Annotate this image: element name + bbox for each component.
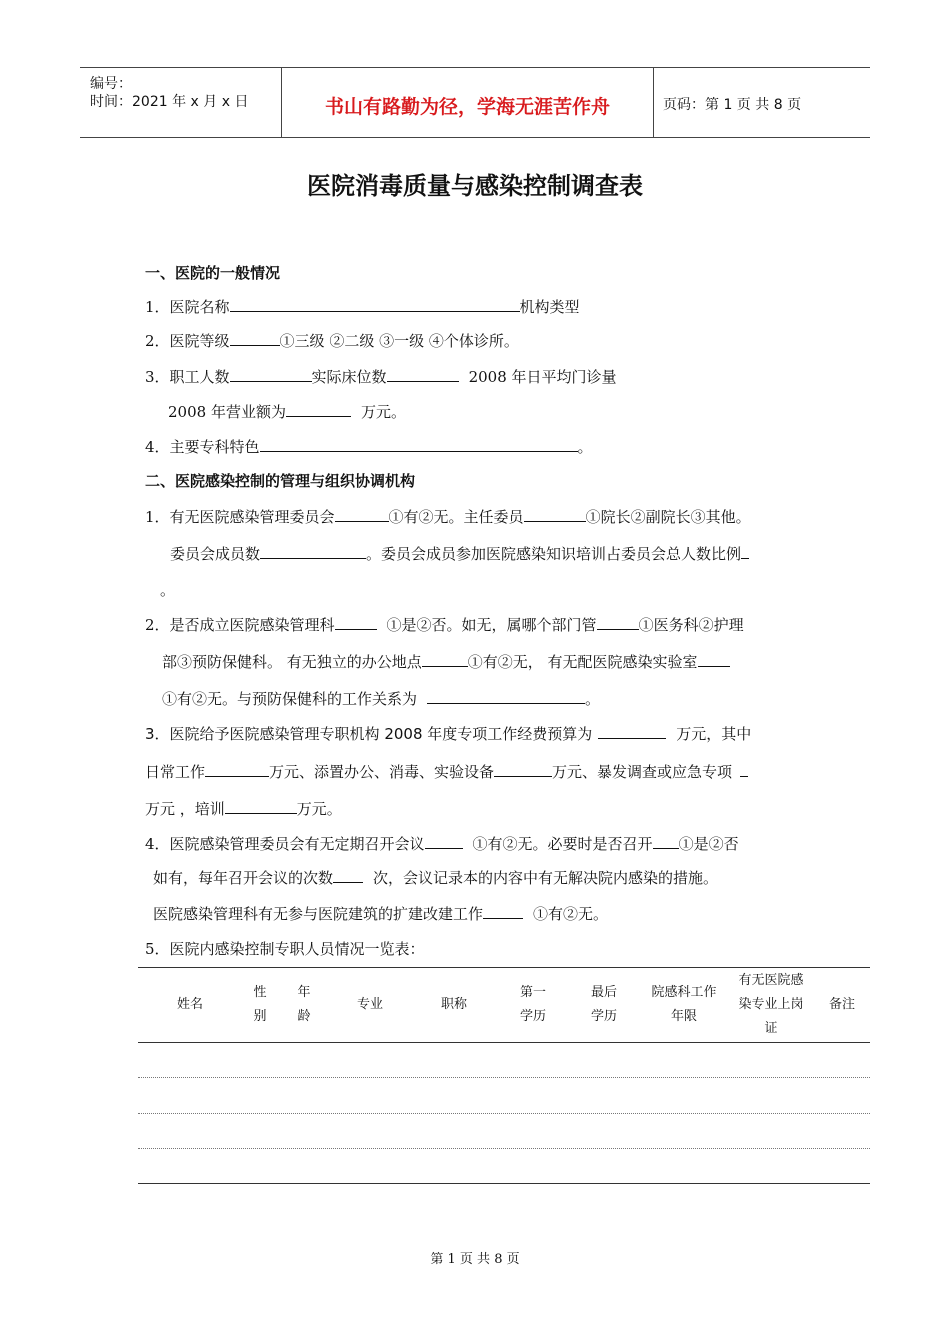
q2-options: ①三级 ②二级 ③一级 ④个体诊所。 bbox=[279, 332, 519, 350]
q1-line bbox=[145, 296, 580, 317]
parent-dept-blank[interactable] bbox=[597, 615, 639, 630]
header-middle-cell bbox=[281, 68, 654, 137]
p3-line2 bbox=[145, 761, 748, 782]
q3-outpatient-label: 2008 年日平均门诊量 bbox=[468, 368, 617, 386]
q3-revenue-line bbox=[168, 401, 406, 422]
q4-line bbox=[145, 436, 593, 457]
p3-end: 万元。 bbox=[296, 800, 342, 818]
table-header-rule bbox=[138, 1042, 870, 1043]
p2-lab-label: ①有②无， 有无配医院感染实验室 bbox=[467, 653, 698, 671]
p4-adhoc-label: ①有②无。必要时是否召开 bbox=[472, 835, 653, 853]
bed-count-blank[interactable] bbox=[387, 367, 459, 382]
adhoc-blank[interactable] bbox=[653, 834, 679, 849]
header-left-cell bbox=[80, 68, 280, 137]
section2-heading: 二、医院感染控制的管理与组织协调机构 bbox=[145, 472, 416, 490]
p1-line2 bbox=[170, 543, 749, 564]
p3-budget-unit: 万元，其中 bbox=[676, 725, 752, 743]
col-header-gender: 性别 bbox=[253, 984, 267, 1024]
p3-budget-label: 3．医院给予医院感染管理专职机构 2008 年度专项工作经费预算为 bbox=[145, 725, 593, 743]
p4-adhoc-options: ①是②否 bbox=[678, 835, 739, 853]
construction-blank[interactable] bbox=[483, 904, 523, 919]
staff-count-blank[interactable] bbox=[230, 367, 312, 382]
p2-relation-label: ①有②无。与预防保健科的工作关系为 bbox=[162, 690, 418, 708]
col-header-major: 专业 bbox=[356, 996, 383, 1012]
q4-label: 4．主要专科特色 bbox=[145, 438, 260, 456]
training-blank[interactable] bbox=[225, 799, 297, 814]
p2-line3 bbox=[162, 688, 600, 709]
p2-office-label: 部③预防保健科。 有无独立的办公地点 bbox=[162, 653, 422, 671]
daily-blank[interactable] bbox=[205, 762, 269, 777]
p2-line2 bbox=[162, 651, 730, 672]
p1-chair-label: ①有②无。主任委员 bbox=[388, 508, 524, 526]
col-header-certificate: 有无医院感染专业上岗证 bbox=[738, 972, 804, 1036]
office-blank[interactable] bbox=[422, 652, 468, 667]
p1-committee-label: 1．有无医院感染管理委员会 bbox=[145, 508, 335, 526]
lab-blank[interactable] bbox=[698, 652, 730, 667]
table-row[interactable] bbox=[138, 1148, 870, 1149]
page-footer: 第 1 页 共 8 页 bbox=[430, 1252, 520, 1267]
p4-count-label: 如有，每年召开会议的次数 bbox=[153, 869, 334, 887]
dept-established-blank[interactable] bbox=[335, 615, 377, 630]
p2-dept-label: 2．是否成立医院感染管理科 bbox=[145, 616, 335, 634]
emergency-blank[interactable] bbox=[740, 762, 748, 777]
document-title: 医院消毒质量与感染控制调查表 bbox=[307, 171, 643, 200]
p3-daily-label: 日常工作 bbox=[145, 763, 206, 781]
col-header-remarks: 备注 bbox=[828, 996, 855, 1012]
p3-line3 bbox=[145, 798, 342, 819]
hospital-name-blank[interactable] bbox=[230, 297, 520, 312]
p2-parent-options: ①医务科②护理 bbox=[638, 616, 744, 634]
q4-end: 。 bbox=[577, 438, 593, 456]
time-label: 时间：2021 年 x 月 x 日 bbox=[90, 94, 249, 110]
col-header-title: 职称 bbox=[440, 996, 467, 1012]
p3-line1 bbox=[145, 723, 751, 744]
section1-heading: 一、医院的一般情况 bbox=[145, 264, 281, 282]
motto-text: 书山有路勤为径，学海无涯苦作舟 bbox=[324, 96, 610, 118]
meeting-blank[interactable] bbox=[425, 834, 463, 849]
q3-beds-label: 实际床位数 bbox=[311, 368, 387, 386]
p4-construction-options: ①有②无。 bbox=[533, 905, 609, 923]
p4-construction-label: 医院感染管理科有无参与医院建筑的扩建改建工作 bbox=[153, 905, 484, 923]
col-header-last-degree: 最后学历 bbox=[590, 984, 617, 1024]
q3-line bbox=[145, 366, 617, 387]
equipment-blank[interactable] bbox=[494, 762, 552, 777]
col-header-name: 姓名 bbox=[176, 996, 203, 1012]
p2-line1 bbox=[145, 614, 744, 635]
col-header-age: 年龄 bbox=[297, 984, 311, 1024]
p4-line2 bbox=[153, 867, 718, 888]
relation-blank[interactable] bbox=[427, 689, 585, 704]
p4-line3 bbox=[153, 903, 608, 924]
members-blank[interactable] bbox=[260, 544, 366, 559]
p3-equipment-label: 万元、添置办公、消毒、实验设备 bbox=[269, 763, 495, 781]
q1-label: 1．医院名称 bbox=[145, 298, 230, 316]
meeting-count-blank[interactable] bbox=[333, 868, 363, 883]
col-header-first-degree: 第一学历 bbox=[519, 984, 546, 1024]
p1-members-label: 委员会成员数 bbox=[170, 545, 261, 563]
p3-training-label: 万元 ，培训 bbox=[145, 800, 225, 818]
header-right-cell bbox=[653, 68, 870, 137]
p4-meeting-label: 4．医院感染管理委员会有无定期召开会议 bbox=[145, 835, 425, 853]
specialty-blank[interactable] bbox=[260, 437, 578, 452]
document-header bbox=[80, 67, 870, 138]
table-row[interactable] bbox=[138, 1077, 870, 1078]
q3-revenue-unit: 万元。 bbox=[360, 403, 406, 421]
hospital-level-blank[interactable] bbox=[230, 331, 280, 346]
chair-blank[interactable] bbox=[524, 507, 586, 522]
q3-revenue-label: 2008 年营业额为 bbox=[168, 403, 286, 421]
p1-chair-options: ①院长②副院长③其他。 bbox=[585, 508, 751, 526]
q3-label: 3．职工人数 bbox=[145, 368, 230, 386]
p1-line1 bbox=[145, 506, 751, 527]
training-ratio-blank[interactable] bbox=[741, 544, 749, 559]
revenue-blank[interactable] bbox=[286, 402, 351, 417]
q2-line bbox=[145, 330, 519, 351]
p5-line: 5．医院内感染控制专职人员情况一览表： bbox=[145, 940, 425, 958]
table-row[interactable] bbox=[138, 1113, 870, 1114]
committee-blank[interactable] bbox=[335, 507, 389, 522]
budget-blank[interactable] bbox=[598, 724, 666, 739]
p2-parent-label: ①是②否。如无，属哪个部门管 bbox=[386, 616, 597, 634]
q2-label: 2．医院等级 bbox=[145, 332, 230, 350]
p3-emergency-label: 万元、暴发调查或应急专项 bbox=[552, 763, 733, 781]
p4-minutes-label: 次，会议记录本的内容中有无解决院内感染的措施。 bbox=[373, 869, 719, 887]
table-bottom-rule bbox=[138, 1183, 870, 1184]
number-label: 编号： bbox=[90, 76, 132, 92]
col-header-years: 院感科工作年限 bbox=[651, 984, 717, 1024]
p2-end: 。 bbox=[585, 690, 601, 708]
page-code: 页码：第 1 页 共 8 页 bbox=[663, 97, 802, 113]
p1-line3: 。 bbox=[160, 581, 176, 599]
p4-line1 bbox=[145, 833, 739, 854]
q1-type-label: 机构类型 bbox=[519, 298, 580, 316]
p1-training-label: 。委员会成员参加医院感染知识培训占委员会总人数比例 bbox=[366, 545, 742, 563]
